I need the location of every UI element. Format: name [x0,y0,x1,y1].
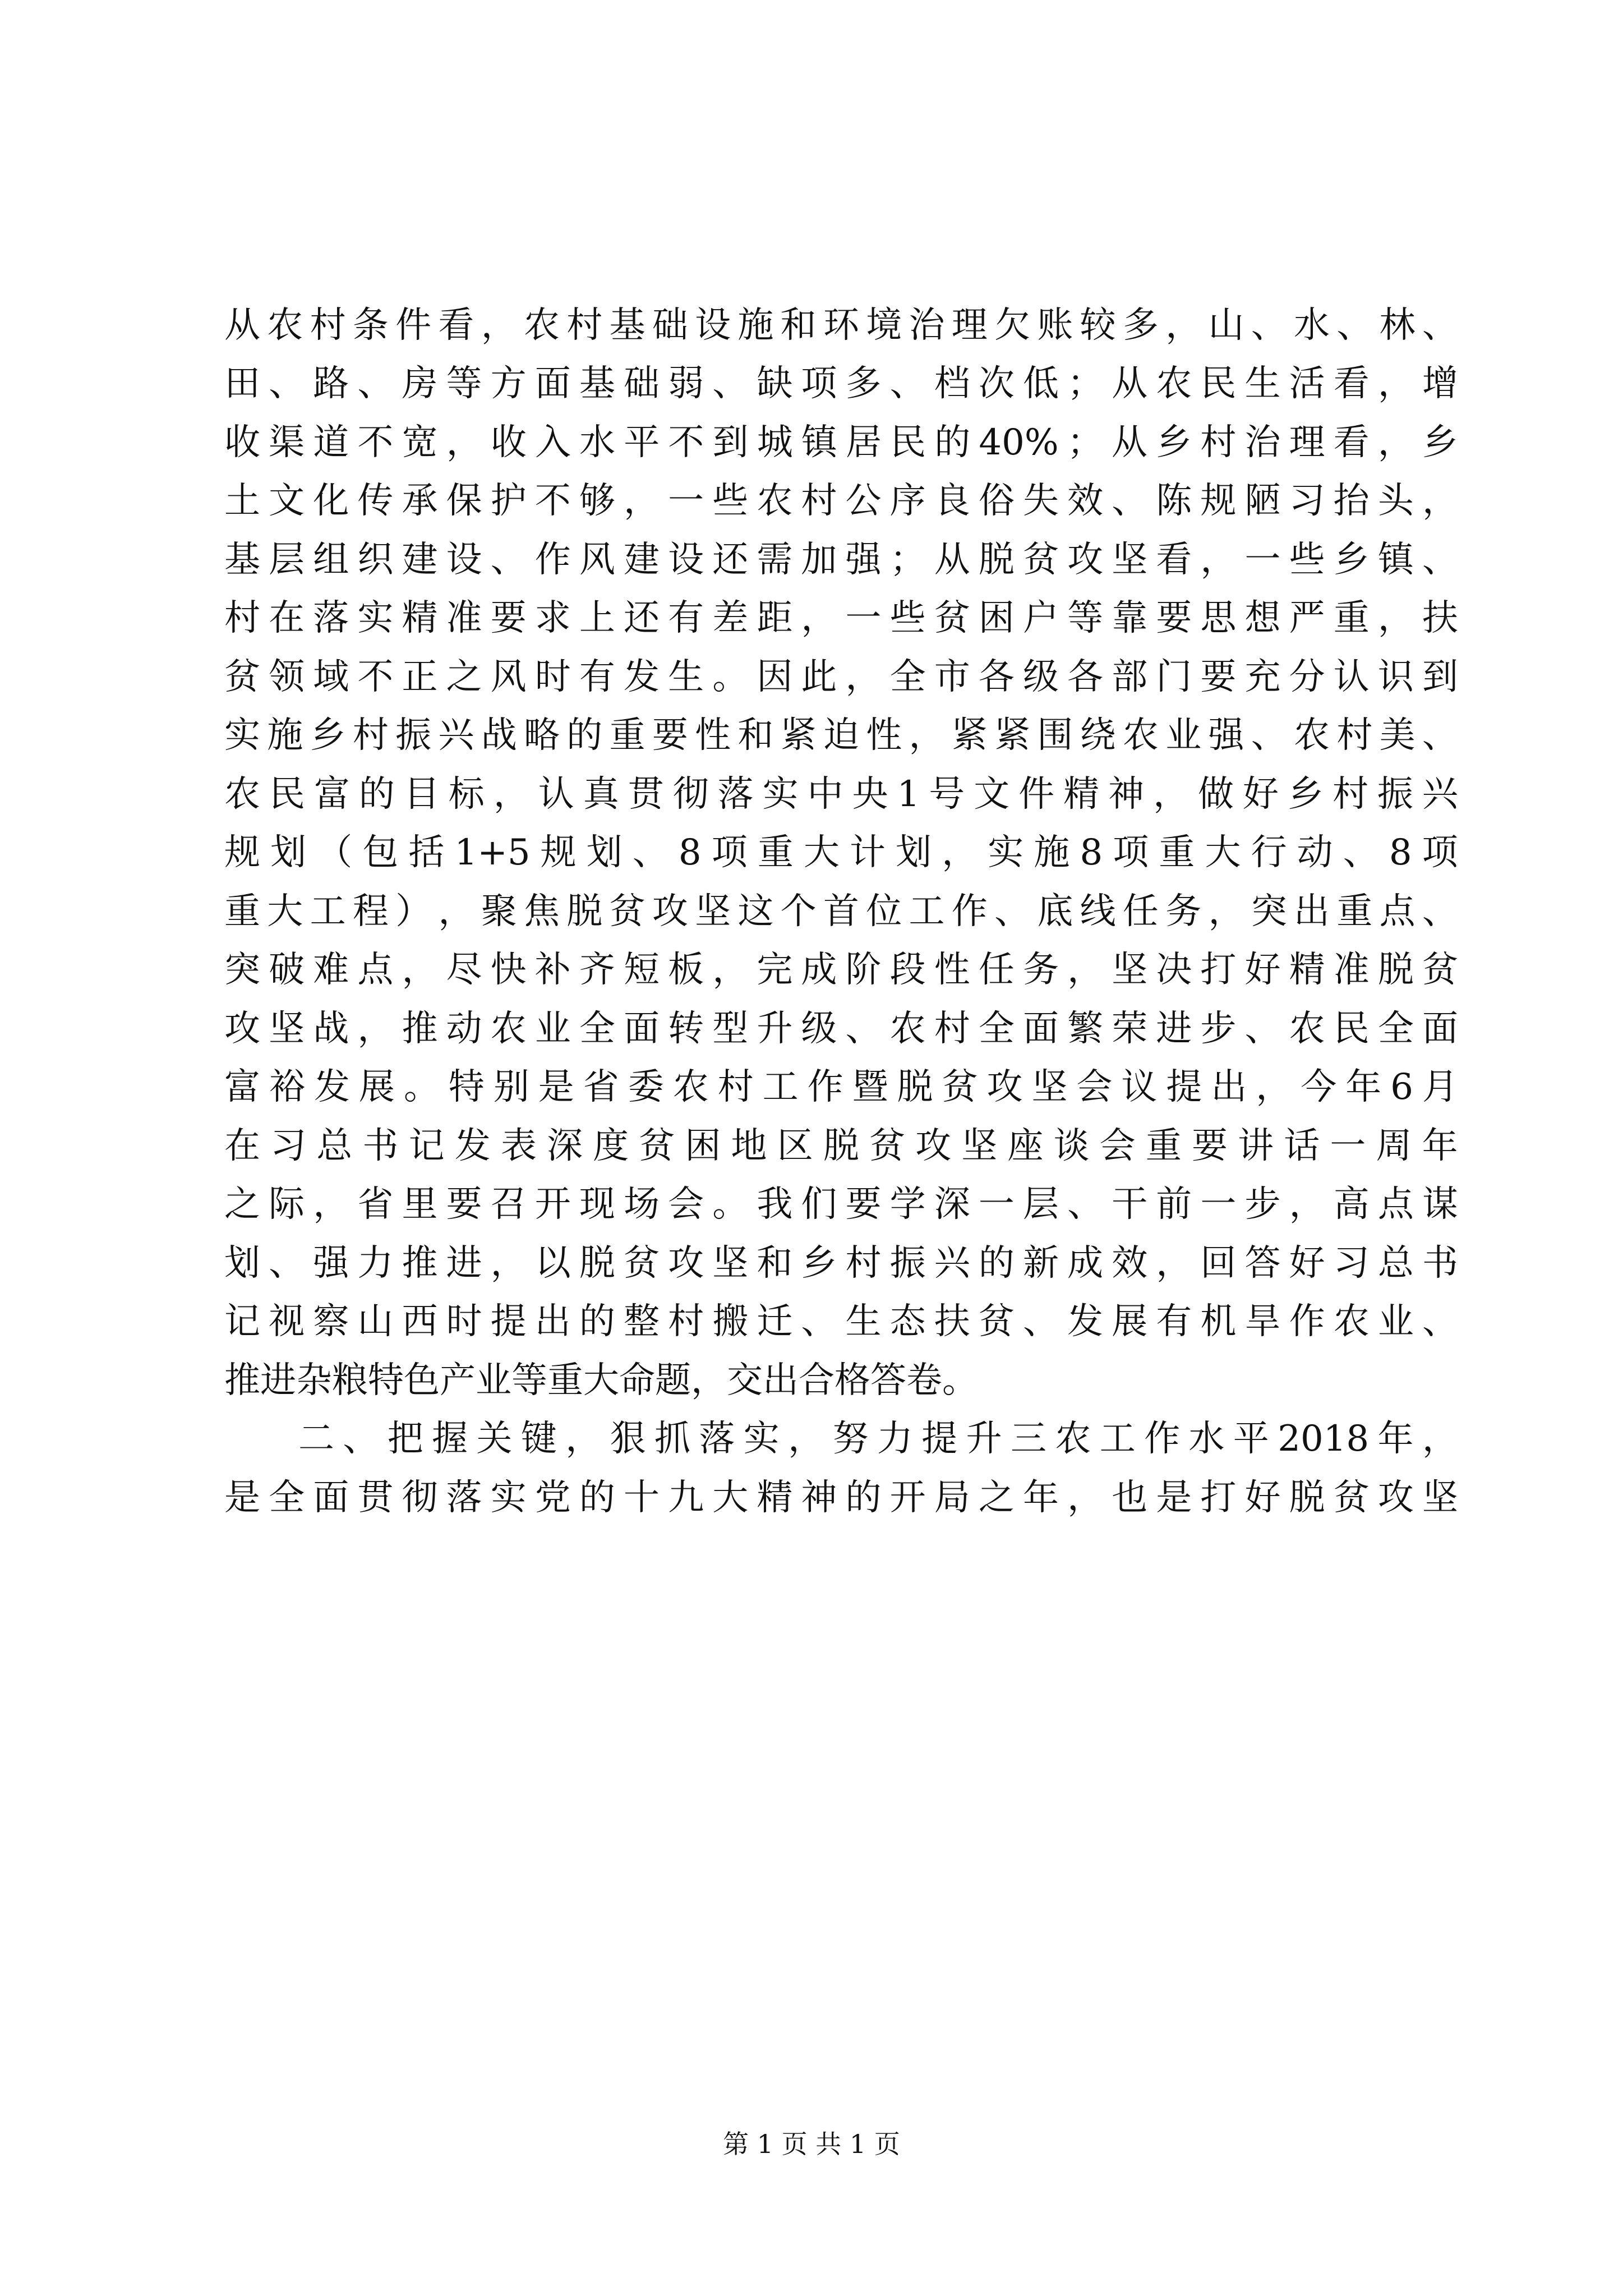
text-line: 从 农 村 条 件 看 ， 农 村 基 础 设 施 和 环 境 治 理 欠 账 较 多 ， 山 、 水 、 林 、 [224,305,1458,346]
text-line: 实 施 乡 村 振 兴 战 略 的 重 要 性 和 紧 迫 性 ， 紧 紧 围 绕 农 业 强 、 农 村 美 、 [224,715,1458,756]
text-line: 突 破 难 点 ， 尽 快 补 齐 短 板 ， 完 成 阶 段 性 任 务 ， 坚 决 打 好 精 准 脱 贫 [224,949,1458,991]
text-line: 之 际 ， 省 里 要 召 开 现 场 会 。 我 们 要 学 深 一 层 、 干 前 一 步 ， 高 点 谋 [224,1184,1458,1225]
text-line: 规 划 （ 包 括 1+5 规 划 、 8 项 重 大 计 划 ， 实 施 8 项 重 大 行 动 、 8 项 [224,832,1458,873]
text-line: 是 全 面 贯 彻 落 实 党 的 十 九 大 精 神 的 开 局 之 年 ， 也 是 打 好 脱 贫 攻 坚 [224,1477,1458,1519]
text-line: 收 渠 道 不 宽 ， 收 入 水 平 不 到 城 镇 居 民 的 40% ； 从 乡 村 治 理 看 ， 乡 [224,422,1458,463]
text-line: 富 裕 发 展 。 特 别 是 省 委 农 村 工 作 暨 脱 贫 攻 坚 会 议 提 出 ， 今 年 6 月 [224,1066,1458,1108]
text-line: 农 民 富 的 目 标 ， 认 真 贯 彻 落 实 中 央 1 号 文 件 精 神 ， 做 好 乡 村 振 兴 [224,774,1458,815]
text-line: 土 文 化 传 承 保 护 不 够 ， 一 些 农 村 公 序 良 俗 失 效 、 陈 规 陋 习 抬 头 ， [224,480,1458,522]
text-line: 攻 坚 战 ， 推 动 农 业 全 面 转 型 升 级 、 农 村 全 面 繁 荣 进 步 、 农 民 全 面 [224,1008,1458,1050]
text-line: 二 、 把 握 关 键 ， 狠 抓 落 实 ， 努 力 提 升 三 农 工 作 水 平 2018 年 ， [298,1418,1458,1460]
text-line: 贫 领 域 不 正 之 风 时 有 发 生 。 因 此 ， 全 市 各 级 各 部 门 要 充 分 认 识 到 [224,656,1458,698]
text-line: 划 、 强 力 推 进 ， 以 脱 贫 攻 坚 和 乡 村 振 兴 的 新 成 效 ， 回 答 好 习 总 书 [224,1243,1458,1284]
page-number-footer: 第 1 页 共 1 页 [723,2129,900,2159]
text-line: 记 视 察 山 西 时 提 出 的 整 村 搬 迁 、 生 态 扶 贫 、 发 展 有 机 旱 作 农 业 、 [224,1301,1458,1342]
text-line: 田 、 路 、 房 等 方 面 基 础 弱 、 缺 项 多 、 档 次 低 ； 从 农 民 生 活 看 ， 增 [224,363,1458,404]
text-line: 在 习 总 书 记 发 表 深 度 贫 困 地 区 脱 贫 攻 坚 座 谈 会 重 要 讲 话 一 周 年 [224,1125,1458,1167]
text-line: 基 层 组 织 建 设 、 作 风 建 设 还 需 加 强 ； 从 脱 贫 攻 坚 看 ， 一 些 乡 镇 、 [224,539,1458,581]
text-line: 推进杂粮特色产业等重大命题，交出合格答卷。 [224,1360,978,1401]
text-line: 重 大 工 程 ） ， 聚 焦 脱 贫 攻 坚 这 个 首 位 工 作 、 底 线 任 务 ， 突 出 重 点 、 [224,891,1458,932]
text-line: 村 在 落 实 精 准 要 求 上 还 有 差 距 ， 一 些 贫 困 户 等 靠 要 思 想 严 重 ， 扶 [224,597,1458,639]
